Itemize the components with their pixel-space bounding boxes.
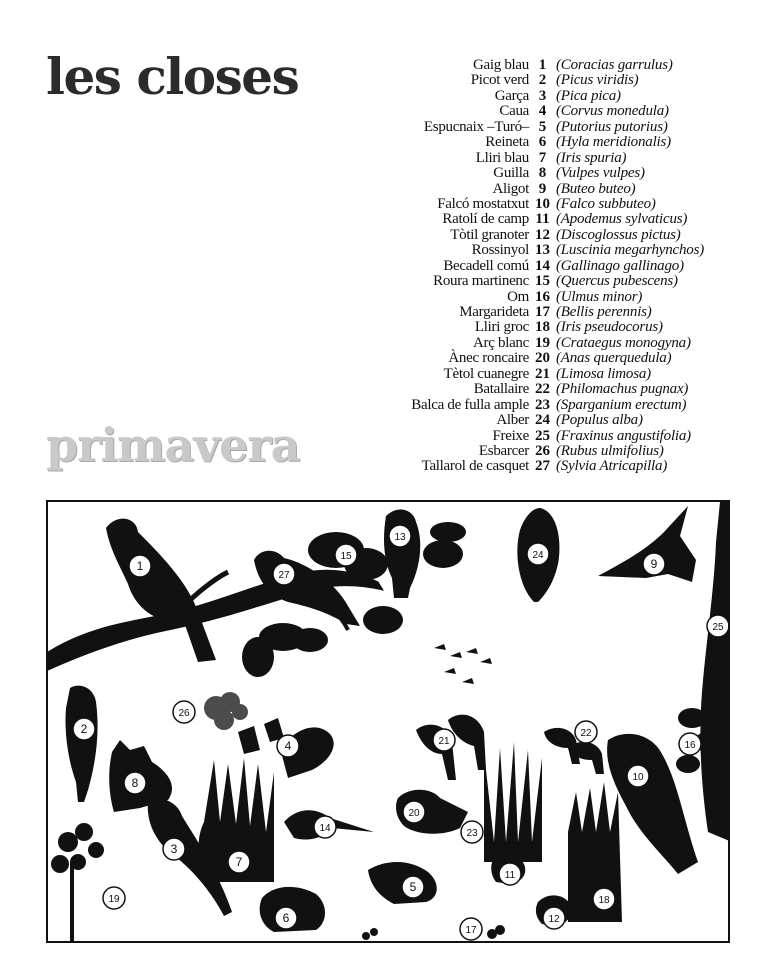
scientific-name: (Discoglossus pictus) [556,226,681,243]
hobby-10-silhouette [607,734,698,874]
scientific-name: (Gallinago gallinago) [556,257,684,274]
species-number: 3 [538,87,547,104]
svg-text:24: 24 [532,550,544,561]
species-number: 19 [535,334,550,351]
common-name: Reineta [485,134,529,151]
legend-row [300,413,768,428]
scientific-name: (Picus viridis) [556,72,639,89]
common-name: Tòtil granoter [450,226,529,243]
figure-label-2 [73,718,95,740]
species-number: 7 [538,149,547,166]
legend-row [300,398,768,413]
figure-label-20 [403,801,425,823]
common-name: Gaig blau [472,57,529,73]
species-number: 1 [538,57,547,73]
species-number: 16 [535,288,550,305]
species-number: 4 [538,103,547,120]
common-name: Ratolí de camp [442,211,529,228]
branch-silhouette [48,570,383,670]
season-heading: primavera [46,418,300,472]
species-number: 25 [535,427,550,444]
species-number: 9 [538,180,547,197]
legend-row [300,243,768,258]
scientific-name: (Sparganium erectum) [556,396,687,413]
common-name: Garça [494,87,529,104]
common-name: Tallarol de casquet [421,458,529,475]
svg-text:26: 26 [178,708,190,719]
species-number: 24 [535,412,550,429]
species-number: 23 [535,396,550,413]
species-number: 26 [535,442,550,459]
legend-row [300,197,768,212]
figure-label-22 [575,721,597,743]
species-number: 21 [535,365,550,382]
species-number: 14 [535,257,550,274]
figure-label-8 [124,772,146,794]
legend-row [300,151,768,166]
svg-text:19: 19 [108,894,120,905]
scientific-name: (Philomachus pugnax) [556,381,689,398]
figure-label-25 [707,615,729,637]
legend-row [300,459,768,474]
scientific-name: (Apodemus sylvaticus) [556,211,688,228]
figure-label-5 [402,876,424,898]
figure-label-1 [129,555,151,577]
svg-text:2: 2 [80,722,88,736]
svg-text:23: 23 [466,828,478,839]
svg-text:5: 5 [409,880,417,894]
figure-label-7 [228,851,250,873]
scientific-name: (Falco subbuteo) [556,195,656,212]
scientific-name: (Iris spuria) [556,149,627,166]
common-name: Batallaire [473,381,529,398]
figure-label-18 [593,888,615,910]
svg-text:14: 14 [319,823,331,834]
legend-row [300,135,768,150]
common-name: Picot verd [470,72,529,89]
bur-reed-23-silhouette [484,742,542,862]
figure-label-12 [543,907,565,929]
scientific-name: (Corvus monedula) [556,103,669,120]
common-name: Roura martinenc [433,273,529,290]
species-legend [300,58,768,475]
legend-row [300,182,768,197]
svg-text:15: 15 [340,551,352,562]
legend-row [300,73,768,88]
woodpecker-2-silhouette [65,686,97,802]
figure-label-23 [461,821,483,843]
legend-row [300,351,768,366]
legend-row [300,305,768,320]
svg-text:17: 17 [465,925,477,936]
species-number: 27 [535,458,550,475]
common-name: Esbarcer [478,442,529,459]
scientific-name: (Quercus pubescens) [556,273,678,290]
svg-text:11: 11 [504,870,516,881]
scientific-name: (Sylvia Atricapilla) [556,458,668,475]
common-name: Rossinyol [471,242,529,259]
species-number: 13 [535,242,550,259]
common-name: Lliri groc [474,319,529,336]
legend-row [300,382,768,397]
legend-row [300,228,768,243]
ash-25-silhouette [700,502,730,842]
legend-row [300,274,768,289]
species-number: 11 [535,211,550,228]
bramble-26-silhouette [204,692,248,730]
svg-text:18: 18 [598,895,610,906]
species-number: 15 [535,273,550,290]
common-name: Caua [499,103,529,120]
common-name: Freixe [492,427,529,444]
common-name: Om [507,288,529,305]
flock-silhouette [434,644,492,684]
scientific-name: (Hyla meridionalis) [556,134,671,151]
common-name: Espucnaix –Turó– [423,118,529,135]
common-name: Tètol cuanegre [443,365,529,382]
scientific-name: (Ulmus minor) [556,288,643,305]
svg-text:22: 22 [580,728,592,739]
species-number: 12 [535,226,550,243]
common-name: Aligot [492,180,529,197]
legend-row [300,89,768,104]
svg-text:7: 7 [235,855,243,869]
figure-label-10 [627,765,649,787]
species-number: 20 [535,350,550,367]
species-number: 2 [538,72,547,89]
scientific-name: (Rubus ulmifolius) [556,442,664,459]
common-name: Balca de fulla ample [411,396,529,413]
common-name: Guilla [493,165,529,182]
figure-label-24 [527,543,549,565]
common-name: Margarideta [459,304,529,320]
figure-label-13 [389,525,411,547]
legend-row [300,320,768,335]
svg-text:25: 25 [712,622,724,633]
scientific-name: (Putorius putorius) [556,118,668,135]
svg-text:16: 16 [684,740,696,751]
scientific-name: (Buteo buteo) [556,180,636,197]
common-name: Ànec roncaire [448,350,529,367]
species-number: 5 [538,118,547,135]
scientific-name: (Fraxinus angustifolia) [556,427,691,444]
svg-text:8: 8 [131,776,139,790]
scientific-name: (Coracias garrulus) [556,57,673,73]
svg-text:27: 27 [278,570,290,581]
scientific-name: (Crataegus monogyna) [556,334,691,351]
legend-row [300,336,768,351]
figure-label-6 [275,907,297,929]
silhouette-illustration [46,500,730,943]
legend-row [300,58,768,73]
svg-text:6: 6 [282,911,290,925]
legend-row [300,367,768,382]
figure-label-14 [314,816,336,838]
scientific-name: (Limosa limosa) [556,365,651,382]
common-name: Falcó mostatxut [437,195,529,212]
legend-row [300,429,768,444]
svg-text:13: 13 [394,532,406,543]
common-name: Arç blanc [472,334,529,351]
scientific-name: (Populus alba) [556,412,643,429]
svg-text:20: 20 [408,808,420,819]
species-number: 17 [535,304,550,320]
legend-row [300,212,768,227]
svg-text:10: 10 [632,772,644,783]
figure-label-3 [163,838,185,860]
figure-label-17 [460,918,482,940]
scientific-name: (Bellis perennis) [556,304,652,320]
species-number: 10 [535,195,550,212]
legend-row [300,120,768,135]
scientific-name: (Luscinia megarhynchos) [556,242,705,259]
legend-row [300,166,768,181]
scientific-name: (Anas querquedula) [556,350,672,367]
legend-row [300,290,768,305]
species-number: 22 [535,381,550,398]
figure-label-9 [643,553,665,575]
scientific-name: (Vulpes vulpes) [556,165,645,182]
svg-text:3: 3 [170,842,178,856]
hawthorn-19-silhouette [51,823,104,942]
common-name: Becadell comú [443,257,529,274]
figure-label-4 [277,735,299,757]
page-title: les closes [46,47,299,106]
species-number: 18 [535,319,550,336]
svg-text:9: 9 [650,557,658,571]
legend-row [300,104,768,119]
figure-label-27 [273,563,295,585]
figure-label-19 [103,887,125,909]
figure-label-16 [679,733,701,755]
figure-label-26 [173,701,195,723]
species-number: 6 [538,134,547,151]
svg-text:12: 12 [548,914,560,925]
common-name: Lliri blau [475,149,529,166]
figure-label-11 [499,863,521,885]
svg-text:1: 1 [136,559,144,573]
figure-label-21 [433,729,455,751]
scientific-name: (Pica pica) [556,87,621,104]
daisy-17-silhouette [362,925,505,940]
svg-text:21: 21 [438,736,450,747]
figure-label-15 [335,544,357,566]
legend-row [300,444,768,459]
svg-text:4: 4 [284,739,292,753]
species-number: 8 [538,165,547,182]
common-name: Alber [496,412,529,429]
scientific-name: (Iris pseudocorus) [556,319,663,336]
bird-13-silhouette [384,509,420,598]
legend-row [300,259,768,274]
